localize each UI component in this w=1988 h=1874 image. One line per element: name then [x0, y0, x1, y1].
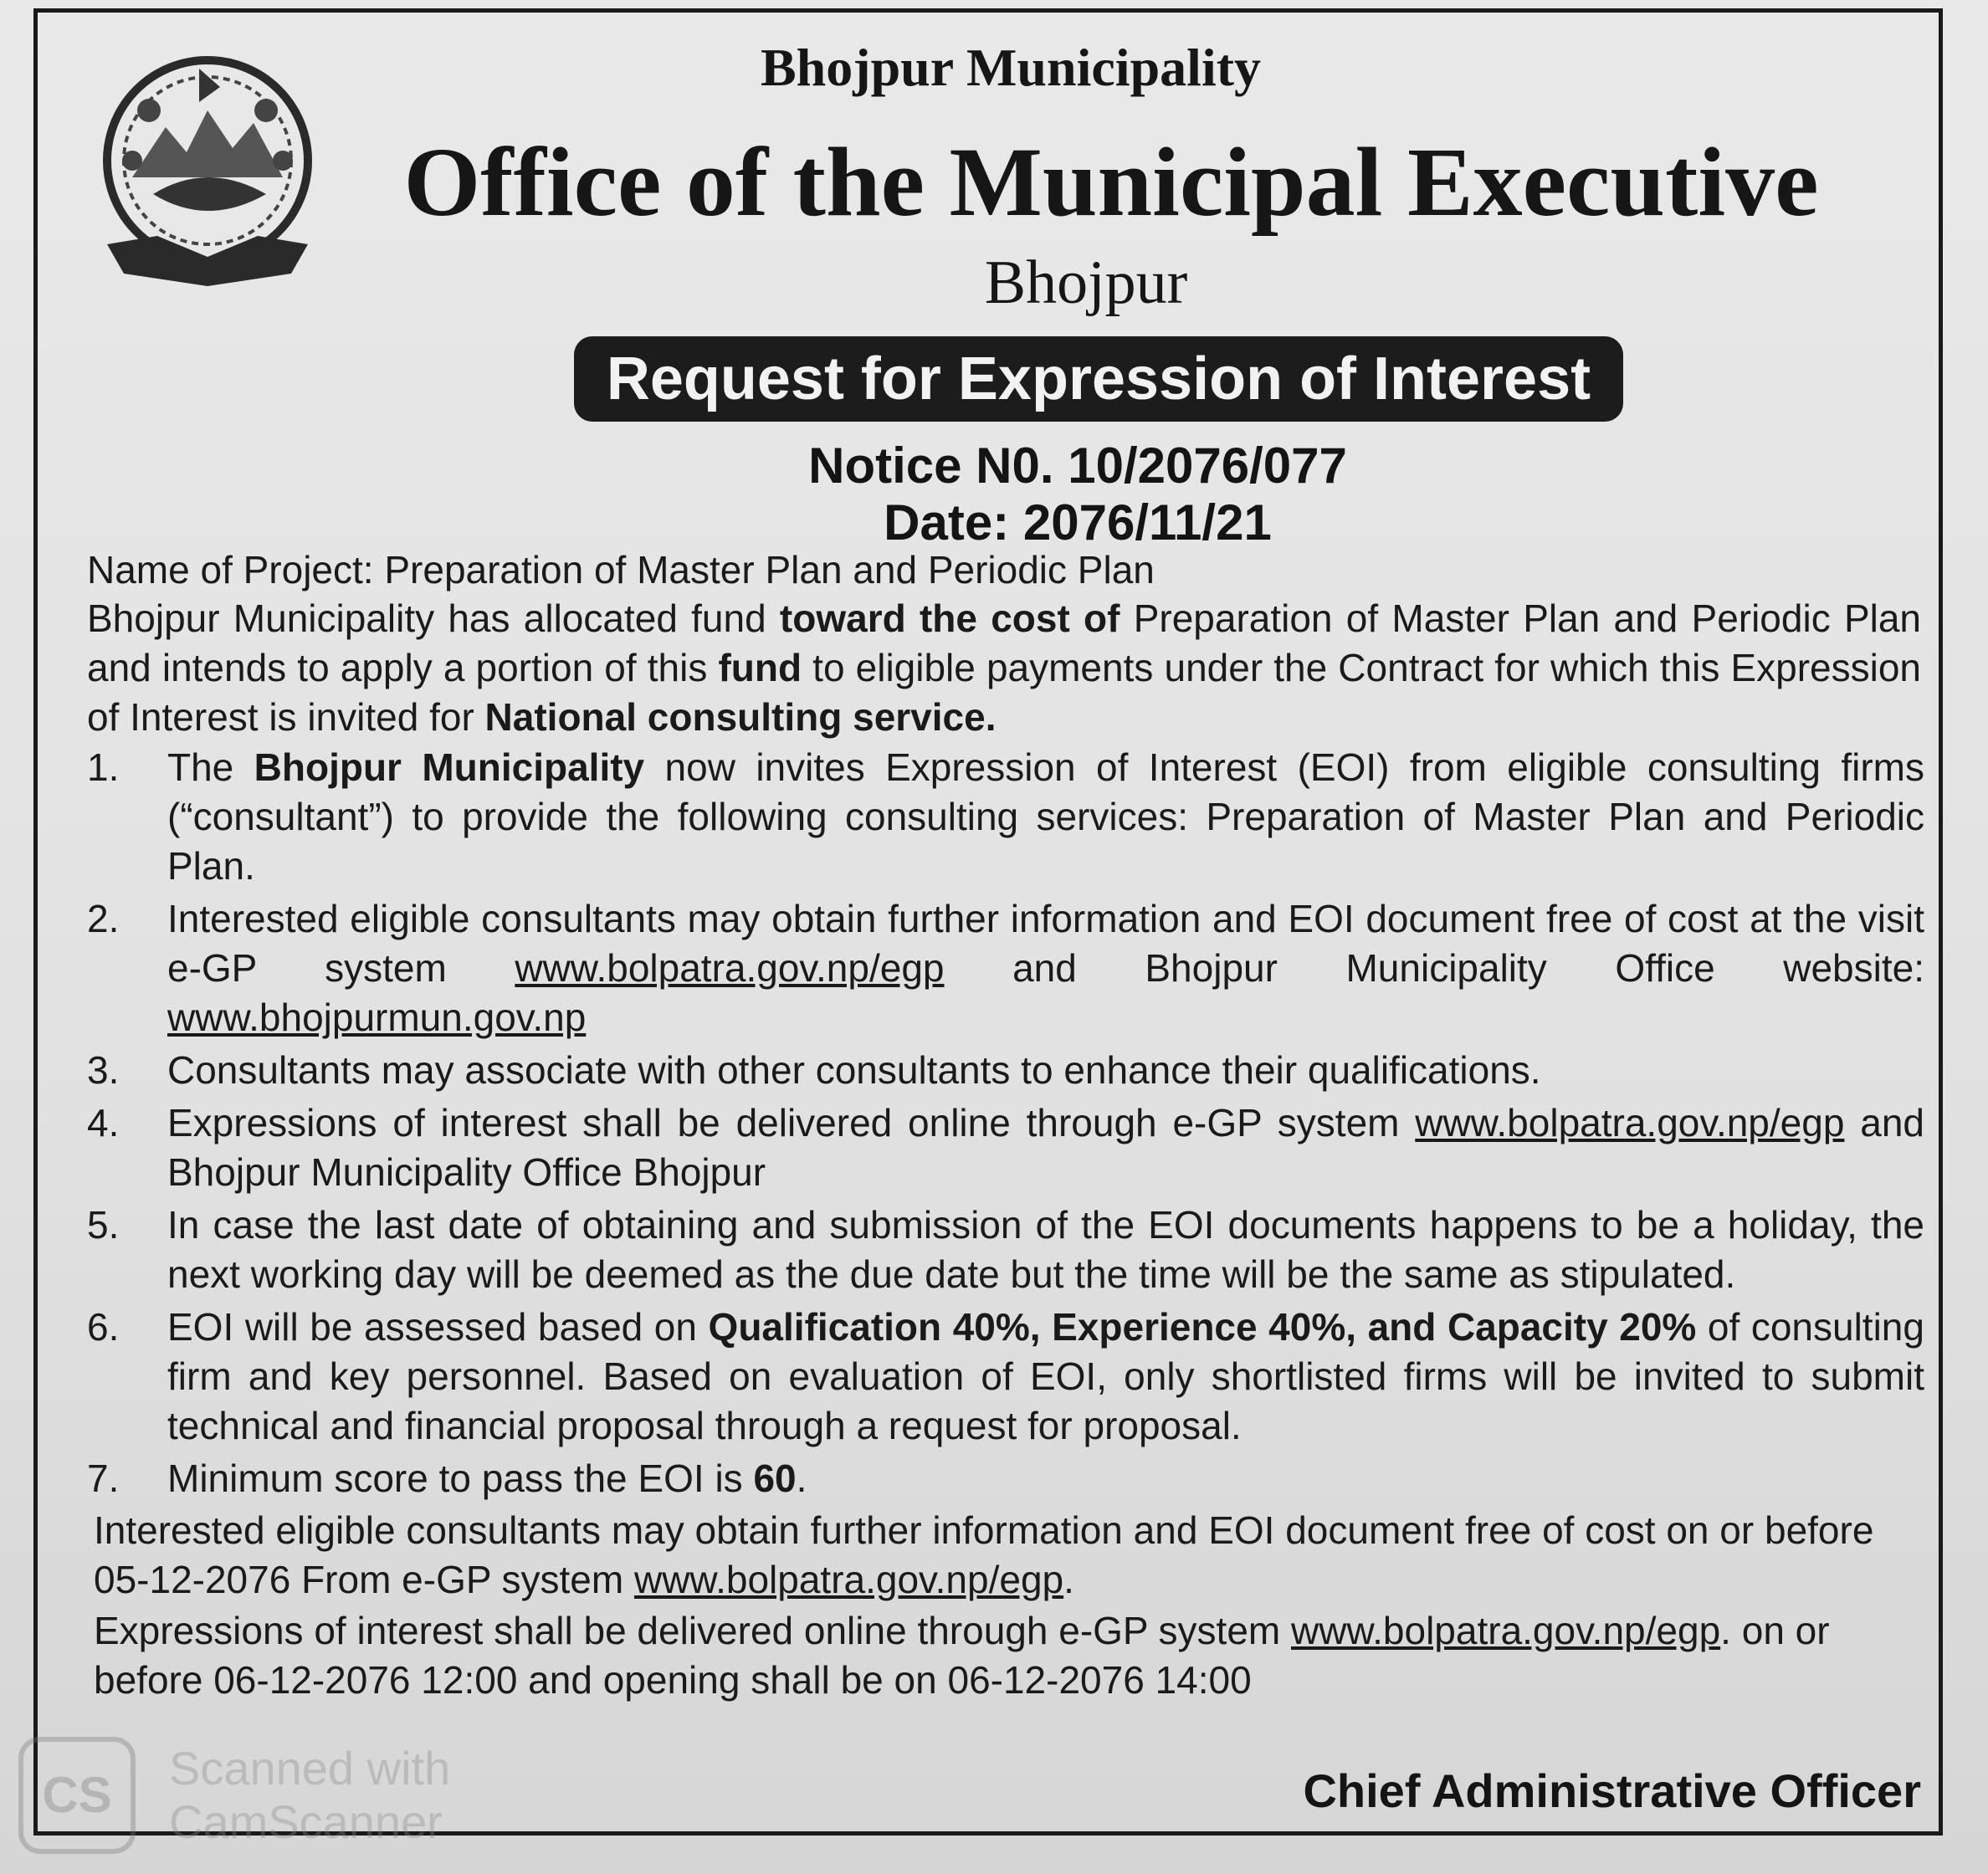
- item-text-part: .: [796, 1457, 807, 1500]
- item-number: 7.: [87, 1457, 120, 1500]
- intro-text: to eligible payments under the Contract for which this Expression of Interest is invited for: [87, 646, 1921, 739]
- bolpatra-link[interactable]: www.bolpatra.gov.np/egp: [515, 946, 945, 990]
- office-title: Office of the Municipal Executive: [403, 127, 1819, 237]
- notice-number: Notice N0. 10/2076/077: [808, 438, 1347, 494]
- municipality-website-link[interactable]: www.bhojpurmun.gov.np: [167, 996, 587, 1039]
- item-text-part: of consulting firm and key personnel. Based on evaluation of EOI, only shortlisted firms will be invited to submit technical and financial proposal through a request for proposal.: [167, 1305, 1924, 1447]
- camscanner-logo-icon: CS: [18, 1737, 136, 1854]
- item-text: Consultants may associate with other consultants to enhance their qualifications.: [167, 1048, 1541, 1092]
- notice-date: Date: 2076/11/21: [884, 494, 1272, 550]
- intro-paragraph: [87, 594, 1921, 742]
- item-bold: Bhojpur Municipality: [254, 745, 645, 789]
- item-text-part: EOI will be assessed based on: [167, 1305, 709, 1349]
- item-text-part: Expressions of interest shall be delivered online through e-GP system: [167, 1101, 1416, 1144]
- intro-bold: National consulting service.: [484, 695, 997, 739]
- project-name: Name of Project: Preparation of Master Plan and Periodic Plan: [87, 548, 1155, 591]
- item-bold: Qualification 40%, Experience 40%, and Capacity 20%: [708, 1305, 1697, 1349]
- intro-text: Preparation of Master Plan and Periodic Plan and intends to apply a portion of this: [87, 597, 1922, 689]
- closing-text: . on or before 06-12-2076 12:00 and opening shall be on 06-12-2076 14:00: [94, 1609, 1830, 1702]
- closing-paragraph-submit: [94, 1606, 1924, 1705]
- list-item: [87, 1201, 1924, 1299]
- item-number: 6.: [87, 1305, 120, 1349]
- municipality-name: Bhojpur Municipality: [760, 38, 1262, 97]
- item-text-part: The: [167, 745, 254, 789]
- location-name: Bhojpur: [984, 248, 1188, 317]
- closing-text: Interested eligible consultants may obtain further information and EOI document free of cost on or before 05-12-2076 From e-GP system: [94, 1508, 1874, 1601]
- item-text-part: now invites Expression of Interest (EOI) from eligible consulting firms (“consultant”) to provide the following consulting services: Preparation of Master Plan and Periodic Plan.: [167, 745, 1924, 888]
- item-text: [167, 1303, 1924, 1451]
- item-number: 3.: [87, 1048, 120, 1092]
- bolpatra-link[interactable]: www.bolpatra.gov.np/egp: [1415, 1101, 1845, 1144]
- item-text-part: and Bhojpur Municipality Office Bhojpur: [167, 1101, 1924, 1194]
- item-text: [167, 743, 1924, 891]
- item-number: 1.: [87, 745, 120, 789]
- intro-bold: fund: [718, 646, 802, 689]
- item-text: [167, 1098, 1924, 1197]
- item-number: 2.: [87, 897, 120, 940]
- closing-paragraph-obtain: [94, 1506, 1924, 1605]
- item-text: [167, 894, 1924, 1042]
- item-number: 5.: [87, 1203, 120, 1247]
- list-item: [87, 894, 1924, 1042]
- camscanner-watermark: [18, 1737, 537, 1854]
- item-text: In case the last date of obtaining and submission of the EOI documents happens to be a holiday, the next working day will be deemed as the due date but the time will be the same as stipulated.: [167, 1203, 1924, 1296]
- intro-bold: toward the cost of: [779, 597, 1120, 640]
- list-item: [87, 1303, 1924, 1451]
- item-text-part: and Bhojpur Municipality Office website:: [944, 946, 1924, 990]
- closing-text: .: [1063, 1558, 1074, 1601]
- intro-text: Bhojpur Municipality has allocated fund: [87, 597, 780, 640]
- watermark-text: [169, 1742, 450, 1849]
- closing-text: Expressions of interest shall be delivered online through e-GP system: [94, 1609, 1292, 1652]
- list-item: [87, 1098, 1924, 1197]
- item-text: [167, 1454, 1924, 1503]
- list-item: [87, 1046, 1924, 1095]
- eoi-terms-list: [87, 743, 1924, 1507]
- item-number: 4.: [87, 1101, 120, 1144]
- bolpatra-link[interactable]: www.bolpatra.gov.np/egp: [633, 1558, 1064, 1601]
- item-text-part: Interested eligible consultants may obtain further information and EOI document free of cost at the visit e-GP system: [167, 897, 1924, 990]
- watermark-line: CamScanner: [169, 1795, 443, 1848]
- watermark-line: Scanned with: [169, 1742, 451, 1795]
- eoi-banner: Request for Expression of Interest: [574, 336, 1623, 422]
- bolpatra-link[interactable]: www.bolpatra.gov.np/egp: [1291, 1609, 1721, 1652]
- item-text-part: Minimum score to pass the EOI is: [167, 1457, 754, 1500]
- list-item: [87, 1454, 1924, 1503]
- list-item: [87, 743, 1924, 891]
- signatory-title: Chief Administrative Officer: [1303, 1764, 1921, 1817]
- item-bold: 60: [753, 1457, 797, 1500]
